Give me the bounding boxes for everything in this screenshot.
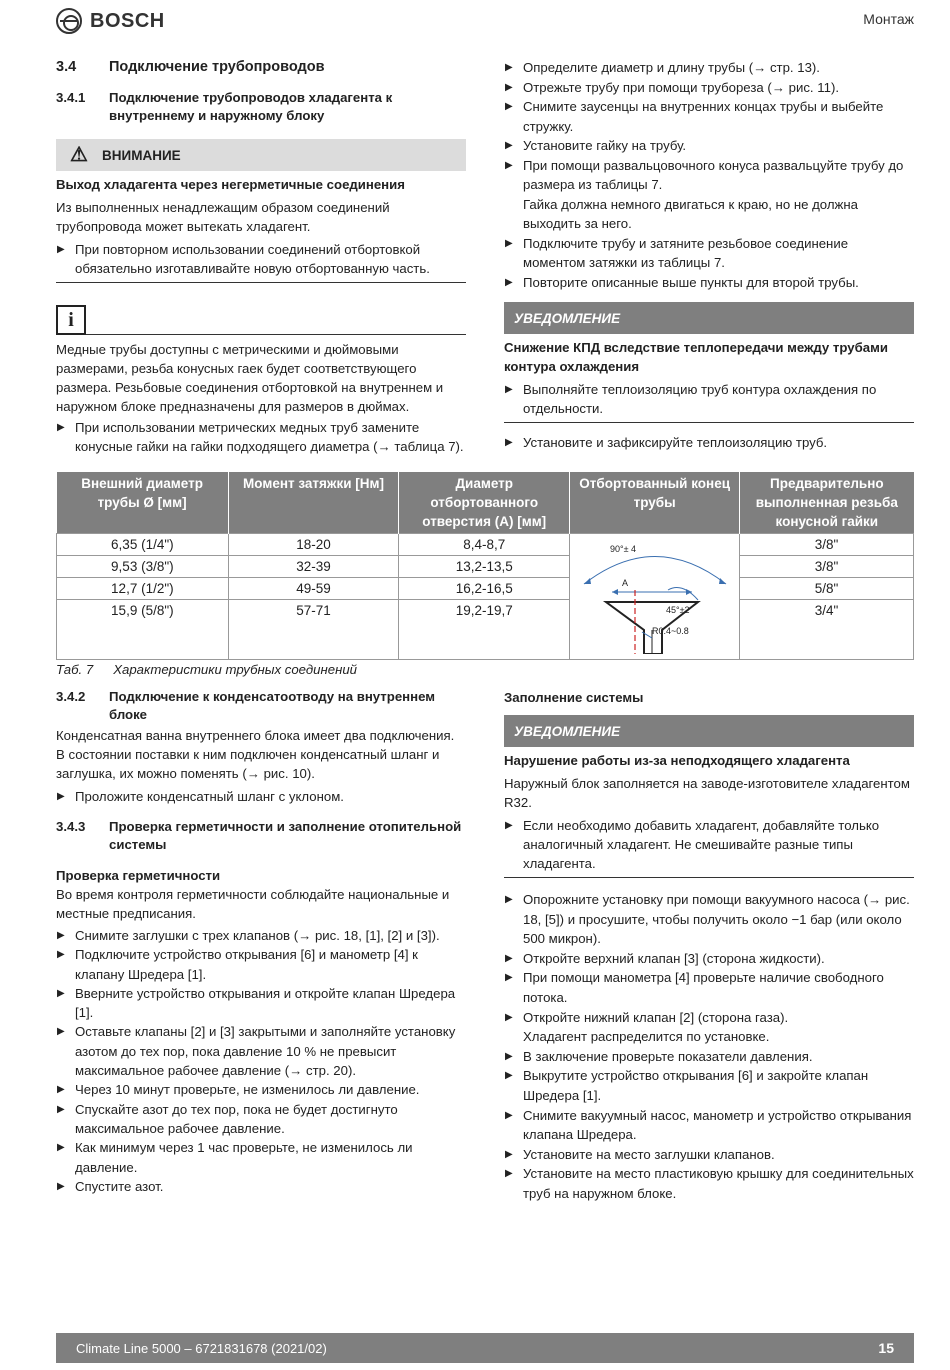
right-column-top — [504, 58, 914, 452]
list-item: ▶ При помощи манометра [4] проверьте наличие свободного потока. — [504, 968, 914, 1007]
leak-test-subheading: Проверка герметичности — [56, 868, 221, 883]
list-item: ▶ Выкрутите устройство открывания [6] и закройте клапан Шредера [1]. — [504, 1066, 914, 1105]
list-item: ▶ Снимите вакуумный насос, манометр и устройство открывания клапана Шредера. — [504, 1106, 914, 1145]
list-item: ▶ Повторите описанные выше пункты для второй трубы. — [504, 273, 914, 293]
list-item: ▶ При использовании метрических медных труб замените конусные гайки на гайки подходящего диаметра (→ таблица 7). — [56, 418, 466, 456]
list-item: ▶ Опорожните установку при помощи вакуумного насоса (→ рис. 18, [5]) и просушите, чтобы получить около −1 бар (или около 500 микрон). — [504, 890, 914, 949]
caption-text: Характеристики трубных соединений — [113, 662, 357, 677]
list-item: ▶ В заключение проверьте показатели давления. — [504, 1047, 914, 1067]
list-item: ▶ Откройте верхний клапан [3] (сторона жидкости). — [504, 949, 914, 969]
flare-diagram-cell — [570, 534, 740, 660]
list-item: ▶ Откройте нижний клапан [2] (сторона газа). Хладагент распределится по установке. — [504, 1008, 914, 1047]
table-row: 6,35 (1/4") 18-20 8,4-8,7 90°± 4 A 45°±2 R0.4~0.8 3/8" — [57, 534, 914, 556]
warning-label: ВНИМАНИЕ — [102, 147, 181, 163]
notice-bar: УВЕДОМЛЕНИЕ — [504, 715, 914, 747]
right-column-bottom — [504, 688, 914, 1204]
page-number: 15 — [878, 1339, 894, 1356]
flare-diagram — [572, 534, 738, 654]
list-item: ▶ Установите на место заглушки клапанов. — [504, 1145, 914, 1165]
table-header: Отбортованный конец трубы — [570, 472, 740, 534]
list-item: ▶ Оставьте клапаны [2] и [3] закрытыми и заполняйте установку азотом до тех пор, пока давление 10 % не превысит максимальное рабочее давление (→ стр. 20). — [56, 1022, 466, 1080]
condensate-text: Конденсатная ванна внутреннего блока имеет два подключения. В состоянии поставки к ним подключен конденсатный шланг и заглушка, их можно поменять (→ рис. 10). — [56, 728, 455, 781]
notice-bar: УВЕДОМЛЕНИЕ — [504, 302, 914, 334]
table-row: 12,7 (1/2") 49-59 16,2-16,5 5/8" — [57, 578, 914, 600]
condensate-list — [56, 787, 466, 806]
heading-3-4-1: 3.4.1 Подключение трубопроводов хладагента к внутреннему и наружному блоку — [56, 90, 393, 123]
dimension-a-label: A — [621, 578, 628, 588]
warning-triangle-icon: ⚠ — [70, 143, 88, 166]
info-icon: i — [56, 305, 86, 335]
leak-test-text: Во время контроля герметичности соблюдайте национальные и местные предписания. — [56, 887, 450, 921]
warning-title: Выход хладагента через негерметичные соединения — [56, 177, 405, 192]
notice-title: Снижение КПД вследствие теплопередачи между трубами контура охлаждения — [504, 340, 888, 374]
list-item: ▶ Снимите заусенцы на внутренних концах трубы и выбейте стружку. — [504, 97, 914, 136]
info-header — [56, 305, 466, 335]
section-title: Монтаж — [863, 11, 914, 27]
notice-text: Наружный блок заполняется на заводе-изготовителе хладагентом R32. — [504, 776, 910, 810]
steps-list — [504, 58, 914, 292]
info-list — [56, 418, 466, 456]
table-header: Предварительно выполненная резьба конусной гайки — [740, 472, 914, 534]
angle-side-label: 45°±2 — [665, 605, 690, 615]
list-item: ▶ Спустите азот. — [56, 1177, 466, 1196]
list-item: ▶ Установите гайку на трубу. — [504, 136, 914, 156]
list-item: ▶ Спускайте азот до тех пор, пока не будет достигнуто максимальное рабочее давление. — [56, 1100, 466, 1139]
filling-list — [504, 890, 914, 1204]
after-notice-list — [504, 433, 914, 452]
bosch-anchor-icon — [56, 8, 82, 34]
warning-text: Из выполненных ненадлежащим образом соединений трубопровода может вытекать хладагент. — [56, 200, 390, 234]
pipe-connections-table — [56, 472, 914, 660]
bosch-logo — [56, 8, 165, 34]
notice-list — [504, 380, 914, 423]
list-item: ▶ Определите диаметр и длину трубы (→ стр. 13). — [504, 58, 914, 78]
page-footer — [56, 1333, 914, 1363]
table-row: 15,9 (5/8") 57-71 19,2-19,7 3/4" — [57, 600, 914, 660]
list-item: ▶ Вверните устройство открывания и откройте клапан Шредера [1]. — [56, 984, 466, 1023]
left-column-top — [56, 58, 466, 456]
table-caption — [56, 660, 377, 679]
brand-name: BOSCH — [90, 9, 165, 32]
list-item: ▶ Через 10 минут проверьте, не изменилось ли давление. — [56, 1080, 466, 1099]
list-item: ▶ Подключите трубу и затяните резьбовое соединение моментом затяжки из таблицы 7. — [504, 234, 914, 273]
left-column-bottom — [56, 688, 466, 1196]
heading-3-4: 3.4 Подключение трубопроводов — [56, 59, 325, 75]
list-item: ▶ Проложите конденсатный шланг с уклоном. — [56, 787, 466, 806]
warning-bar — [56, 139, 466, 171]
list-item: ▶ При помощи развальцовочного конуса развальцуйте трубу до размера из таблицы 7. Гайка должна немного двигаться к краю, но не должна выходить за него. — [504, 156, 914, 234]
warning-list — [56, 240, 466, 283]
info-text: Медные трубы доступны с метрическими и дюймовыми размерами, резьба конусных гаек будет соответствующего размера. Резьбовые соединения отбортовкой на внутреннем и наружном блоке предназначены для размеров в дюймах. — [56, 342, 444, 414]
notice-list — [504, 816, 914, 878]
leak-test-list — [56, 926, 466, 1196]
list-item: ▶ Подключите устройство открывания [6] и манометр [4] к клапану Шредера [1]. — [56, 945, 466, 984]
list-item: ▶ При повторном использовании соединений отбортовкой обязательно изготавливайте новую отбортованную часть. — [56, 240, 466, 278]
caption-number: Таб. 7 — [56, 662, 94, 677]
list-item: ▶ Установите и зафиксируйте теплоизоляцию труб. — [504, 433, 914, 452]
list-item: ▶ Отрежьте трубу при помощи трубореза (→ рис. 11). — [504, 78, 914, 98]
table-row: 9,53 (3/8") 32-39 13,2-13,5 3/8" — [57, 556, 914, 578]
table-header: Диаметр отбортованного отверстия (A) [мм] — [399, 472, 570, 534]
list-item: ▶ Выполняйте теплоизоляцию труб контура охлаждения по отдельности. — [504, 380, 914, 418]
list-item: ▶ Снимите заглушки с трех клапанов (→ рис. 18, [1], [2] и [3]). — [56, 926, 466, 945]
heading-3-4-3: 3.4.3 Проверка герметичности и заполнение отопительной системы — [56, 819, 462, 852]
radius-label: R0.4~0.8 — [651, 626, 689, 636]
heading-3-4-2: 3.4.2 Подключение к конденсатоотводу на внутреннем блоке — [56, 689, 435, 722]
table-header: Момент затяжки [Нм] — [228, 472, 399, 534]
list-item: ▶ Как минимум через 1 час проверьте, не изменилось ли давление. — [56, 1138, 466, 1177]
angle-top-label: 90°± 4 — [609, 544, 636, 554]
list-item: ▶ Установите на место пластиковую крышку для соединительных труб на наружном блоке. — [504, 1164, 914, 1203]
filling-subheading: Заполнение системы — [504, 690, 644, 705]
list-item: ▶ Если необходимо добавить хладагент, добавляйте только аналогичный хладагент. Не смешивайте разные типы хладагента. — [504, 816, 914, 873]
table-header: Внешний диаметр трубы Ø [мм] — [57, 472, 229, 534]
notice-title: Нарушение работы из-за неподходящего хладагента — [504, 753, 850, 768]
document-id: Climate Line 5000 – 6721831678 (2021/02) — [76, 1340, 327, 1356]
